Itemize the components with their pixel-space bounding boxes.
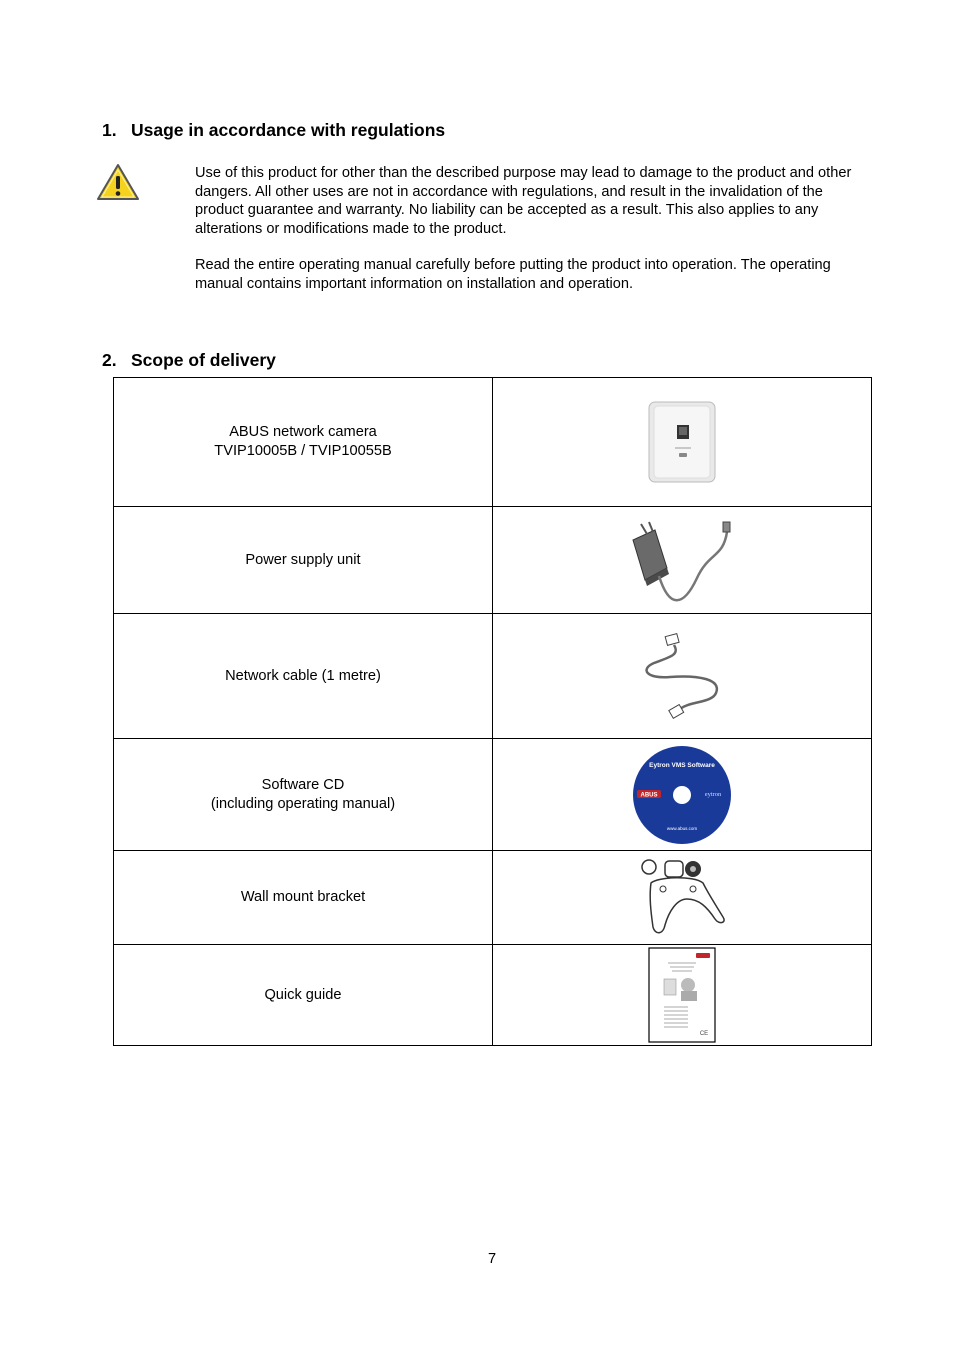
usage-paragraph-1: Use of this product for other than the described purpose may lead to damage to the product and other dangers. All other uses are not in accordance with regulations, and result in the invalidation of the product guarantee and warranty. No liability can be accepted as a result. This also applies to any alterations or modifications made to the product. <box>195 165 852 237</box>
item-line-1: ABUS network camera <box>229 424 377 440</box>
item-line-2: (including operating manual) <box>210 795 396 812</box>
item-line-1: Network cable (1 metre) <box>225 667 381 684</box>
page-number: 7 <box>487 1251 497 1267</box>
power-supply-image <box>627 518 737 602</box>
item-image-cell <box>493 614 872 739</box>
network-cable-image <box>640 631 724 721</box>
cd-title-text: Eytron VMS Software <box>649 761 715 769</box>
item-label-camera <box>114 378 493 507</box>
table-row <box>114 378 872 507</box>
table-row <box>114 507 872 614</box>
item-label-quick-guide <box>114 945 493 1046</box>
table-row <box>114 614 872 739</box>
item-line-1: Wall mount bracket <box>240 889 366 905</box>
item-label-network-cable <box>114 614 493 739</box>
section-1-number: 1. <box>102 120 117 140</box>
wall-bracket-image <box>637 855 727 941</box>
section-2-heading <box>102 350 276 371</box>
cd-url-text: www.abus.com <box>666 825 698 831</box>
section-1-title: Usage in accordance with regulations <box>131 120 446 140</box>
quick-guide-image <box>648 947 716 1043</box>
item-label-wall-bracket <box>114 851 493 945</box>
table-row <box>114 739 872 851</box>
item-line-2: TVIP10005B / TVIP10055B <box>214 443 392 459</box>
section-2-title: Scope of delivery <box>131 350 276 370</box>
cd-brand-text: ABUS <box>640 792 658 798</box>
item-image-cell <box>493 851 872 945</box>
item-image-cell <box>493 507 872 614</box>
cd-side-text: eytron <box>704 790 722 798</box>
item-image-cell <box>493 739 872 851</box>
item-label-software-cd <box>114 739 493 851</box>
item-image-cell <box>493 945 872 1046</box>
svg-text:CE: CE <box>699 1031 709 1037</box>
scope-of-delivery-table <box>113 377 872 1046</box>
table-row <box>114 945 872 1046</box>
item-image-cell <box>493 378 872 507</box>
item-label-power-supply <box>114 507 493 614</box>
section-2-number: 2. <box>102 350 117 370</box>
software-cd-image <box>631 744 733 846</box>
item-line-1: Quick guide <box>264 986 342 1003</box>
network-camera-image <box>646 399 718 485</box>
usage-paragraph-2: Read the entire operating manual carefully before putting the product into operation. The operating manual contains important information on installation and operation. <box>195 257 831 292</box>
section-1-heading <box>102 120 445 141</box>
item-line-1: Power supply unit <box>245 551 361 568</box>
table-row <box>114 851 872 945</box>
warning-triangle-icon <box>95 162 141 202</box>
item-line-1: Software CD <box>261 776 345 793</box>
